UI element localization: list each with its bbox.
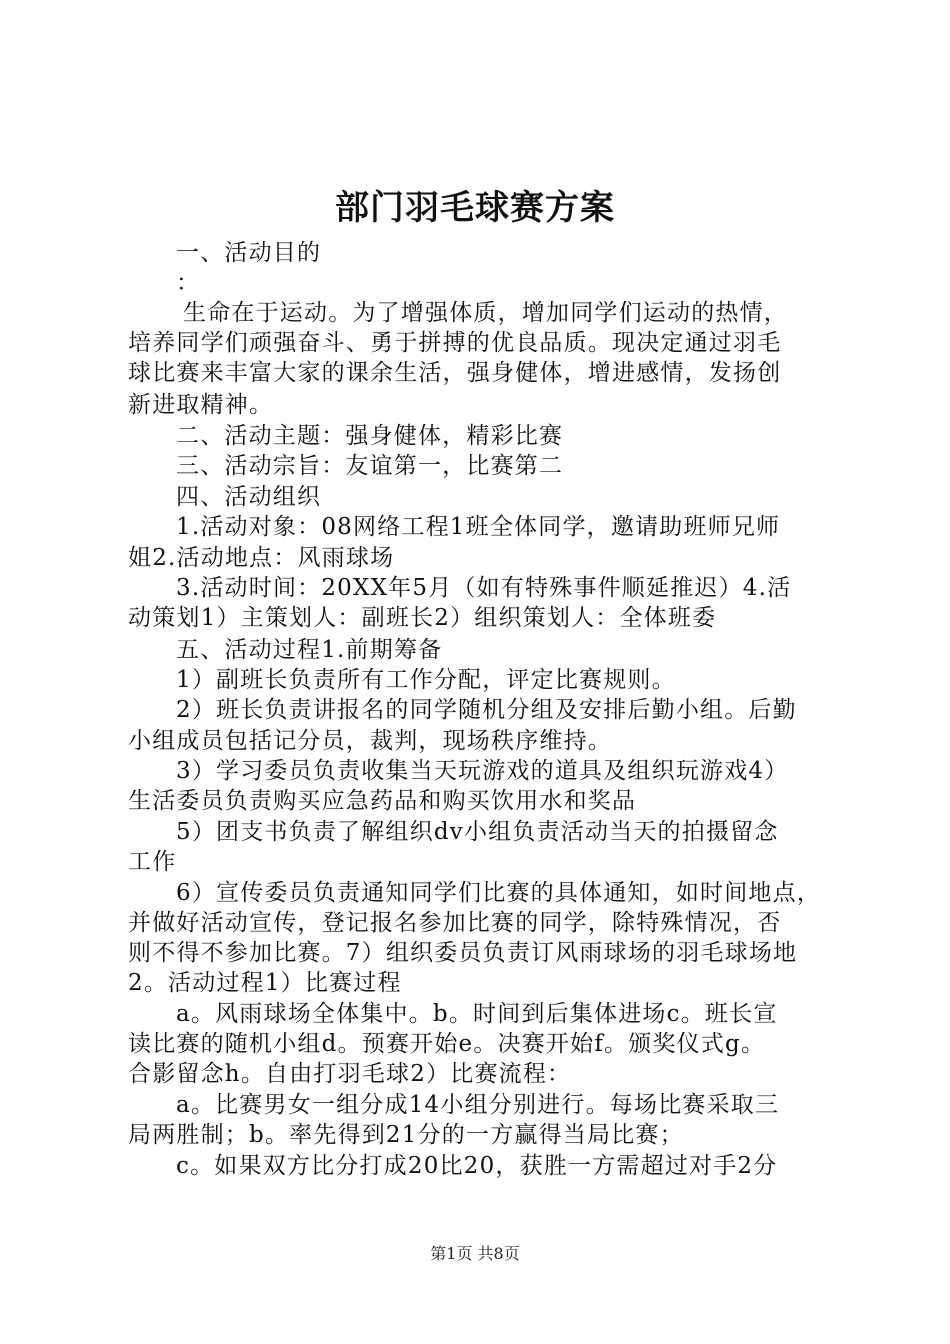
paragraph-line: 1）副班长负责所有工作分配，评定比赛规则。: [176, 667, 676, 693]
paragraph-line: 球比赛来丰富大家的课余生活，强身健体，增进感情，发扬创: [128, 360, 782, 386]
paragraph-line: 1.活动对象：08网络工程1班全体同学，邀请助班师兄师: [176, 514, 781, 540]
paragraph-line: a。风雨球场全体集中。b。时间到后集体进场c。班长宣: [176, 1001, 778, 1027]
paragraph-line: 培养同学们顽强奋斗、勇于拼搏的优良品质。现决定通过羽毛: [128, 330, 782, 356]
paragraph-line: 3.活动时间：20XX年5月（如有特殊事件顺延推迟）4.活: [176, 575, 792, 601]
paragraph-line: 则不得不参加比赛。7）组织委员负责订风雨球场的羽毛球场地: [128, 940, 798, 966]
paragraph-line: 6）宣传委员负责通知同学们比赛的具体通知，如时间地点，: [176, 880, 822, 906]
paragraph-line: a。比赛男女一组分成14小组分别进行。每场比赛采取三: [176, 1092, 780, 1118]
paragraph-line: 3）学习委员负责收集当天玩游戏的道具及组织玩游戏4）: [176, 758, 789, 784]
paragraph-line: 新进取精神。: [128, 392, 274, 418]
text-line: ：: [176, 270, 201, 296]
paragraph-line: 姐2.活动地点：风雨球场: [128, 545, 395, 571]
section-heading-purpose: 一、活动目的: [176, 240, 322, 266]
paragraph-line: 生活委员负责购买应急药品和购买饮用水和奖品: [128, 788, 637, 814]
paragraph-line: c。如果双方比分打成20比20，获胜一方需超过对手2分: [176, 1153, 778, 1179]
paragraph-line: 5）团支书负责了解组织dv小组负责活动当天的拍摄留念: [176, 819, 779, 845]
paragraph-line: 读比赛的随机小组d。预赛开始e。决赛开始f。颁奖仪式g。: [128, 1031, 766, 1057]
paragraph-line: 小组成员包括记分员，裁判，现场秩序维持。: [128, 728, 612, 754]
paragraph-line: 工作: [128, 849, 177, 875]
paragraph-line: 动策划1）主策划人：副班长2）组织策划人：全体班委: [128, 605, 717, 631]
paragraph-line: 合影留念h。自由打羽毛球2）比赛流程：: [128, 1061, 572, 1087]
paragraph-line: 局两胜制；b。率先得到21分的一方赢得当局比赛；: [128, 1122, 684, 1148]
paragraph-line: 并做好活动宣传，登记报名参加比赛的同学，除特殊情况，否: [128, 910, 782, 936]
section-heading-theme: 二、活动主题：强身健体，精彩比赛: [176, 423, 564, 449]
paragraph-line: 生命在于运动。为了增强体质，增加同学们运动的热情，: [183, 300, 788, 326]
section-heading-principle: 三、活动宗旨：友谊第一，比赛第二: [176, 453, 564, 479]
section-heading-process: 五、活动过程1.前期筹备: [176, 637, 443, 663]
section-heading-organization: 四、活动组织: [176, 484, 322, 510]
paragraph-line: 2。活动过程1）比赛过程: [128, 970, 402, 996]
page-indicator: 第1页 共8页: [430, 1244, 520, 1263]
paragraph-line: 2）班长负责讲报名的同学随机分组及安排后勤小组。后勤: [176, 697, 797, 723]
document-title: 部门羽毛球赛方案: [335, 188, 615, 228]
